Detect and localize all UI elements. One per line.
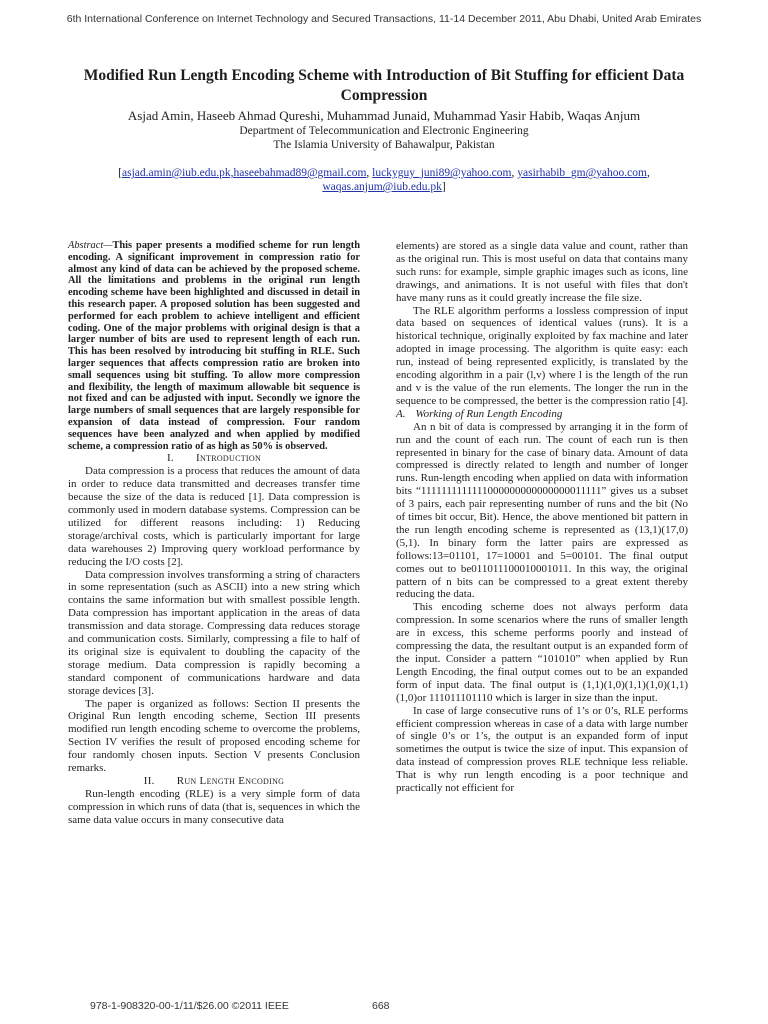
department: Department of Telecommunication and Electronic Engineering bbox=[239, 125, 529, 137]
subsection-title: Working of Run Length Encoding bbox=[415, 407, 563, 420]
paragraph: This encoding scheme does not always perform data compression. In some scenarios where the runs of smaller length are in excess, this scheme performs poorly and instead of compressing the data, the resultant output is an expanded form of the input. Consider a pattern “101010” when applied by Run Length Encoding, the final output comes out to be an expanded form of input data. The final output is (1,1)(1,0)(1,1)(1,0)(1,1)(1,0)or 111011101110 which is larger in size than the input. bbox=[396, 601, 688, 704]
email-link-4[interactable]: waqas.anjum@iub.edu.pk bbox=[322, 181, 442, 193]
section-number: I. bbox=[166, 452, 174, 465]
abstract-label: Abstract— bbox=[68, 240, 113, 251]
email-separator: , bbox=[511, 167, 518, 179]
section-heading-introduction bbox=[68, 452, 360, 465]
subsection-heading bbox=[396, 408, 688, 421]
paragraph: Data compression involves transforming a string of characters in some representation (such as ASCII) into a new string which contains the same information but with smallest possible length. Data compression has important application in the areas of data transmission and data storage. Compressing data reduces storage and communication costs. Similarly, compressing a file to half of its original size is equivalent to doubling the capacity of the storage medium. Data compression is rapidly becoming a standard component of communications hardware and data storage devices [3]. bbox=[68, 568, 360, 697]
paragraph: The RLE algorithm performs a lossless compression of input data based on sequences of identical values (runs). It is a historical technique, originally exploited by fax machine and later adopted in image processing. The algorithm is quite easy: each run, instead of being represented explicitly, is translated by the encoding algorithm in a pair (l,v) where l is the length of the run and v is the value of the run elements. The longer the run in the sequence to be compressed, the better is the compression ratio [4]. bbox=[396, 304, 689, 407]
bracket-close: ] bbox=[441, 181, 446, 193]
section-heading-rle bbox=[68, 775, 360, 788]
page-footer bbox=[90, 1000, 390, 1012]
section-title: Run Length Encoding bbox=[176, 775, 285, 787]
isbn-copyright: 978-1-908320-00-1/11/$26.00 ©2011 IEEE bbox=[90, 1000, 289, 1012]
abstract bbox=[68, 240, 360, 452]
email-separator: , bbox=[366, 167, 373, 179]
author-list: Asjad Amin, Haseeb Ahmad Qureshi, Muhammad Junaid, Muhammad Yasir Habib, Waqas Anjum bbox=[127, 108, 641, 123]
affiliation bbox=[40, 124, 728, 152]
university: The Islamia University of Bahawalpur, Pakistan bbox=[273, 139, 495, 151]
paragraph: An n bit of data is compressed by arranging it in the form of run and the count of each run. The count of each run is then represented in binary for the case of binary data. Amount of data compressed is directly related to length and number of longer runs. Run-length encoding when applied on data with information bits “1111111111111000000000000000011111” gives us a subset of 3 pairs, each pair representing number of runs and the bit (No of times bit occur, Bit). Hence, the above mentioned bit pattern in the run length encoding scheme is represented as (13,1)(17,0)(5,1). In binary form the latter pairs are expressed as follows:13=01101, 17=10001 and 5=00101. The final output comes out to be011011100010001011. In this way, the original pattern of n bits can be compressed to a great extent thereby reducing the data. bbox=[396, 420, 688, 601]
paragraph: The paper is organized as follows: Section II presents the Original Run length encoding scheme, Section III presents modified run length encoding scheme to overcome the problems, Section IV verifies the result of proposed encoding scheme for four randomly chosen inputs. Section V presents Conclusion remarks. bbox=[68, 697, 360, 775]
bracket-open: [ bbox=[118, 167, 122, 179]
abstract-text: This paper presents a modified scheme for run length encoding. A significant improvement in compression ratio for almost any kind of data can be achieved by the proposed scheme. All the limitations and problems in the original run length encoding scheme have been highlighted and discussed in detail in this research paper. A proposed solution has been suggested and performed for each problem to achieve intelligent and efficient coding. One of the major problems with original design is that a larger number of bits are used to represent length of each run. This has been resolved by introducing bit stuffing in RLE. Such larger sequences that affects compression ratio are broken into small sequences using bit stuffing. To allow more compression and flexibility, the length of maximum allowable bit sequence is not fixed and can be adjusted with input. Secondly we ignore the large numbers of small sequences that are largely responsible for expansion of data instead of compression. Four random sequences have been analyzed and when applied by modified scheme, a compression ratio of as high as 50% is observed. bbox=[68, 240, 360, 452]
email-separator: , bbox=[646, 167, 650, 179]
subsection-number: A. bbox=[396, 407, 406, 420]
paragraph: Data compression is a process that reduces the amount of data in order to reduce data transmitted and decreases transfer time because the size of the data is reduced [1]. Data compression is commonly used in modern database systems. Compression can be utilized for different reasons including: 1) Reducing storage/archival costs, which is particularly important for large data warehouses 2) Improving query workload performance by reducing the I/O costs [2]. bbox=[68, 465, 360, 568]
email-link-3[interactable]: yasirhabib_gm@yahoo.com bbox=[517, 167, 647, 179]
left-column bbox=[68, 240, 360, 827]
author-emails bbox=[90, 166, 678, 194]
email-link-1[interactable]: asjad.amin@iub.edu.pk,haseebahmad89@gmail.com bbox=[122, 167, 367, 179]
page-number: 668 bbox=[372, 1000, 390, 1012]
paper-title: Modified Run Length Encoding Scheme with Introduction of Bit Stuffing for efficient Data Compression bbox=[83, 67, 685, 104]
paragraph: elements) are stored as a single data value and count, rather than as the original run. This is most useful on data that contains many such runs: for example, simple graphic images such as icons, line drawings, and animations. It is not useful with files that don't have many runs as it could greatly increase the file size. bbox=[396, 240, 688, 304]
paragraph: In case of large consecutive runs of 1’s or 0’s, RLE performs efficient compression whereas in case of a data with large number of single 0’s or 1’s, the output is an expanded form of input sometimes the output is twice the size of input. This expansion of data instead of compression proves RLE technique less reliable. That is why run length encoding is a poor technique and practically not efficient for bbox=[396, 704, 688, 795]
paragraph: Run-length encoding (RLE) is a very simple form of data compression in which runs of data (that is, sequences in which the same data value occurs in many consecutive data bbox=[68, 787, 360, 826]
conference-header: 6th International Conference on Internet Technology and Secured Transactions, 11-14 December 2011, Abu Dhabi, United Arab Emirates bbox=[66, 13, 702, 25]
section-title: Introduction bbox=[195, 452, 262, 465]
right-column bbox=[396, 240, 688, 795]
email-link-2[interactable]: luckyguy_juni89@yahoo.com bbox=[372, 167, 512, 179]
section-number: II. bbox=[143, 775, 155, 787]
